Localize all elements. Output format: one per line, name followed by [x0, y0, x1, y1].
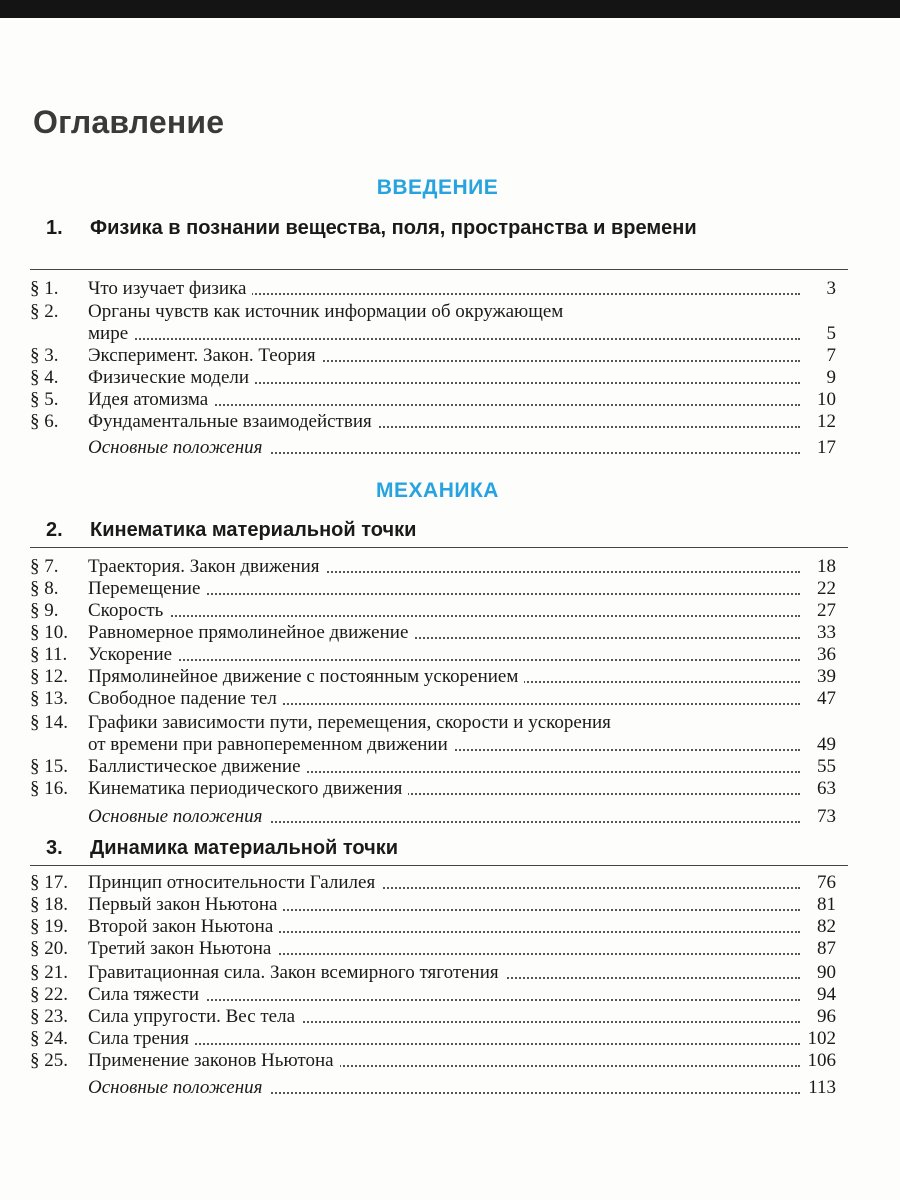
page-number: 10: [817, 389, 836, 410]
toc-entry[interactable]: [30, 962, 850, 984]
dot-leader: [88, 659, 800, 661]
page-number: 27: [817, 600, 836, 621]
section-number: § 24.: [30, 1028, 68, 1049]
section-title: Первый закон Ньютона: [88, 894, 283, 916]
toc-entry[interactable]: [30, 411, 850, 433]
section-title: Физические модели: [88, 367, 255, 389]
page-number: 33: [817, 622, 836, 643]
toc-entry[interactable]: [30, 756, 850, 778]
summary-title: Основные положения: [88, 806, 269, 828]
section-number: § 20.: [30, 938, 68, 959]
section-title: Прямолинейное движение с постоянным ускорением: [88, 666, 524, 688]
section-title: Принцип относительности Галилея: [88, 872, 381, 894]
divider: [30, 865, 848, 866]
toc-entry-summary[interactable]: [30, 1077, 850, 1099]
section-number: § 21.: [30, 962, 68, 983]
page-number: 17: [817, 437, 836, 458]
section-number: § 15.: [30, 756, 68, 777]
section-title: Кинематика периодического движения: [88, 778, 408, 800]
page-number: 106: [807, 1050, 836, 1071]
section-number: § 17.: [30, 872, 68, 893]
section-title: Фундаментальные взаимодействия: [88, 411, 378, 433]
toc-entry[interactable]: [30, 666, 850, 688]
section-title: Равномерное прямолинейное движение: [88, 622, 414, 644]
toc-entry[interactable]: [30, 984, 850, 1006]
section-number: § 10.: [30, 622, 68, 643]
toc-entry-continued[interactable]: [30, 734, 850, 756]
section-title: Применение законов Ньютона: [88, 1050, 340, 1072]
section-number: § 19.: [30, 916, 68, 937]
section-title: Второй закон Ньютона: [88, 916, 279, 938]
section-number: § 11.: [30, 644, 68, 665]
chapter-title: Физика в познании вещества, поля, пространства и времени: [90, 217, 697, 239]
toc-entry[interactable]: [30, 578, 850, 600]
toc-entry[interactable]: [30, 367, 850, 389]
page-title: Оглавление: [33, 104, 225, 140]
chapter-title: Кинематика материальной точки: [90, 519, 417, 541]
page-number: 36: [817, 644, 836, 665]
toc-entry[interactable]: [30, 1006, 850, 1028]
section-number: § 25.: [30, 1050, 68, 1071]
section-title: Траектория. Закон движения: [88, 556, 326, 578]
section-number: § 4.: [30, 367, 59, 388]
section-title: Перемещение: [88, 578, 206, 600]
toc-entry[interactable]: [30, 600, 850, 622]
section-number: § 14.: [30, 712, 68, 733]
toc-entry[interactable]: [30, 688, 850, 710]
page-number: 90: [817, 962, 836, 983]
toc-entry[interactable]: [30, 622, 850, 644]
toc-entry[interactable]: [30, 938, 850, 960]
section-title: Сила трения: [88, 1028, 195, 1050]
summary-title: Основные положения: [88, 437, 269, 459]
summary-title: Основные положения: [88, 1077, 269, 1099]
page-number: 49: [817, 734, 836, 755]
section-number: § 5.: [30, 389, 59, 410]
page-number: 81: [817, 894, 836, 915]
page-number: 55: [817, 756, 836, 777]
page-number: 102: [807, 1028, 836, 1049]
page-number: 87: [817, 938, 836, 959]
section-title: Скорость: [88, 600, 169, 622]
page-number: 18: [817, 556, 836, 577]
section-number: § 7.: [30, 556, 59, 577]
part-heading-intro: ВВЕДЕНИЕ: [376, 176, 499, 199]
toc-entry-summary[interactable]: [30, 437, 850, 459]
page-number: 12: [817, 411, 836, 432]
page-number: 7: [826, 345, 836, 366]
section-number: § 2.: [30, 301, 59, 322]
page-number: 22: [817, 578, 836, 599]
page-number: 5: [826, 323, 836, 344]
section-title: Органы чувств как источник информации об окружающем: [88, 301, 569, 323]
section-title: Свободное падение тел: [88, 688, 283, 710]
page-number: 39: [817, 666, 836, 687]
section-title: Третий закон Ньютона: [88, 938, 277, 960]
section-title: Сила тяжести: [88, 984, 205, 1006]
section-title-continued: от времени при равнопеременном движении: [88, 734, 454, 756]
toc-entry[interactable]: [30, 712, 850, 734]
section-number: § 1.: [30, 278, 59, 299]
page-number: 82: [817, 916, 836, 937]
page-number: 94: [817, 984, 836, 1005]
section-number: § 3.: [30, 345, 59, 366]
toc-entry[interactable]: [30, 301, 850, 323]
section-number: § 16.: [30, 778, 68, 799]
toc-entry[interactable]: [30, 872, 850, 894]
divider: [30, 269, 848, 270]
toc-entry[interactable]: [30, 278, 850, 300]
section-number: § 12.: [30, 666, 68, 687]
section-title: Сила упругости. Вес тела: [88, 1006, 301, 1028]
page-number: 113: [808, 1077, 836, 1098]
part-heading-mechanics: МЕХАНИКА: [376, 479, 499, 502]
page-number: 9: [826, 367, 836, 388]
page-number: 76: [817, 872, 836, 893]
section-number: § 22.: [30, 984, 68, 1005]
section-number: § 8.: [30, 578, 59, 599]
page-number: 73: [817, 806, 836, 827]
chapter-number: 1.: [46, 217, 63, 239]
toc-entry[interactable]: [30, 389, 850, 411]
section-title: Что изучает физика: [88, 278, 252, 300]
toc-entry[interactable]: [30, 916, 850, 938]
scan-top-border: [0, 0, 900, 18]
section-title: Эксперимент. Закон. Теория: [88, 345, 322, 367]
chapter-title: Динамика материальной точки: [90, 837, 399, 859]
section-title: Идея атомизма: [88, 389, 214, 411]
dot-leader: [88, 615, 800, 617]
section-number: § 6.: [30, 411, 59, 432]
section-title: Баллистическое движение: [88, 756, 307, 778]
section-number: § 18.: [30, 894, 68, 915]
chapter-number: 3.: [46, 837, 63, 859]
toc-entry[interactable]: [30, 1050, 850, 1072]
divider: [30, 547, 848, 548]
dot-leader: [88, 338, 800, 340]
page-number: 63: [817, 778, 836, 799]
toc-entry[interactable]: [30, 778, 850, 800]
section-title: Гравитационная сила. Закон всемирного тяготения: [88, 962, 505, 984]
page-number: 3: [826, 278, 836, 299]
section-number: § 13.: [30, 688, 68, 709]
toc-entry-summary[interactable]: [30, 806, 850, 828]
toc-entry[interactable]: [30, 644, 850, 666]
section-title: Ускорение: [88, 644, 178, 666]
section-title: Графики зависимости пути, перемещения, скорости и ускорения: [88, 712, 617, 734]
toc-entry[interactable]: [30, 894, 850, 916]
toc-entry[interactable]: [30, 556, 850, 578]
section-number: § 9.: [30, 600, 59, 621]
toc-entry[interactable]: [30, 1028, 850, 1050]
section-number: § 23.: [30, 1006, 68, 1027]
page-number: 47: [817, 688, 836, 709]
page-number: 96: [817, 1006, 836, 1027]
toc-entry-continued[interactable]: [30, 323, 850, 345]
toc-entry[interactable]: [30, 345, 850, 367]
section-title-continued: мире: [88, 323, 134, 345]
chapter-number: 2.: [46, 519, 63, 541]
